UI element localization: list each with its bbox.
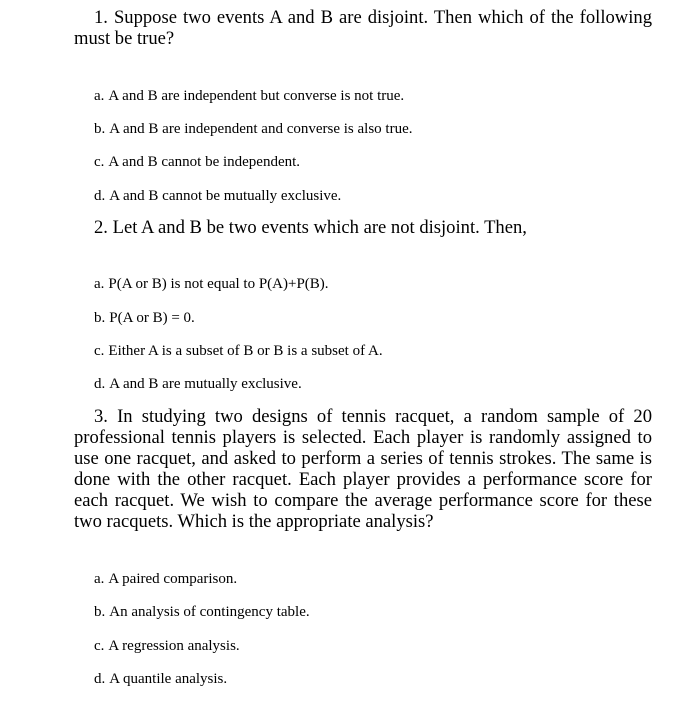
question-1: 1. Suppose two events A and B are disjoint. Then which of the following must be true? xyxy=(74,7,652,49)
option-text: A regression analysis. xyxy=(108,638,240,654)
option-text: Either A is a subset of B or B is a subset of A. xyxy=(108,343,383,359)
option-text: A and B cannot be mutually exclusive. xyxy=(109,188,342,204)
option-text: A paired comparison. xyxy=(108,571,238,587)
option-text: A and B are mutually exclusive. xyxy=(109,376,302,392)
question-3-option-d xyxy=(94,670,227,688)
option-letter: b. xyxy=(94,604,106,620)
option-text: A and B are independent and converse is also true. xyxy=(109,121,413,137)
question-2-option-b xyxy=(94,309,195,327)
question-3: 3. In studying two designs of tennis racquet, a random sample of 20 professional tennis players is selected. Each player is randomly assigned to use one racquet, and asked to perform a series of tennis strokes. The same is done with the other racquet. Each player provides a performance score for each racquet. We wish to compare the average performance score for these two racquets. Which is the appropriate analysis? xyxy=(74,406,652,532)
question-3-option-b xyxy=(94,603,310,621)
option-letter: a. xyxy=(94,88,105,104)
question-1-option-d xyxy=(94,187,341,205)
question-3-option-c xyxy=(94,637,240,655)
question-1-option-b xyxy=(94,120,413,138)
option-letter: d. xyxy=(94,671,106,687)
option-text: P(A or B) is not equal to P(A)+P(B). xyxy=(108,276,329,292)
option-letter: a. xyxy=(94,276,105,292)
question-2-option-a xyxy=(94,275,329,293)
option-letter: a. xyxy=(94,571,105,587)
option-text: A and B are independent but converse is not true. xyxy=(108,88,405,104)
option-letter: b. xyxy=(94,310,106,326)
question-1-option-a xyxy=(94,87,404,105)
option-letter: c. xyxy=(94,154,105,170)
option-letter: d. xyxy=(94,188,106,204)
option-text: An analysis of contingency table. xyxy=(109,604,310,620)
option-text: A and B cannot be independent. xyxy=(108,154,301,170)
question-1-option-c xyxy=(94,153,300,171)
option-text: P(A or B) = 0. xyxy=(109,310,195,326)
option-letter: b. xyxy=(94,121,106,137)
option-letter: c. xyxy=(94,343,105,359)
option-letter: c. xyxy=(94,638,105,654)
question-2-option-d xyxy=(94,375,302,393)
question-3-option-a xyxy=(94,570,237,588)
option-text: A quantile analysis. xyxy=(109,671,228,687)
question-2-option-c xyxy=(94,342,383,360)
question-2: 2. Let A and B be two events which are not disjoint. Then, xyxy=(94,217,527,238)
option-letter: d. xyxy=(94,376,106,392)
